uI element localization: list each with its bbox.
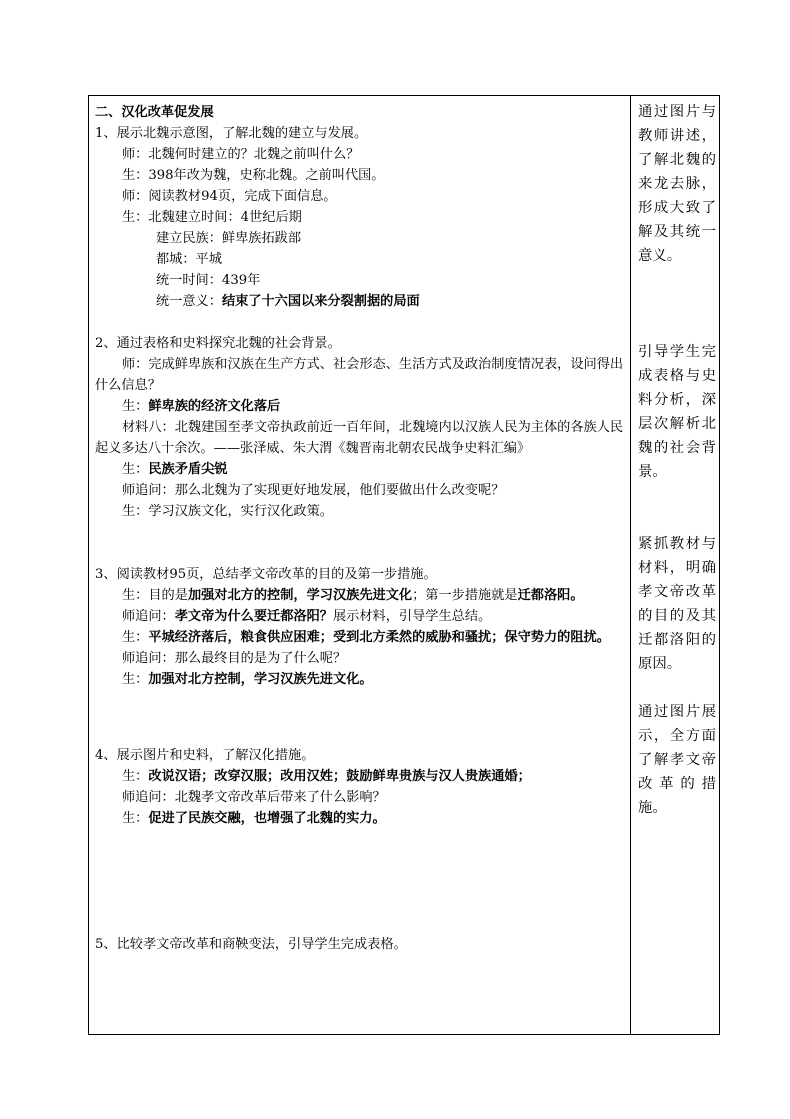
founding-nation: 建立民族：鲜卑族拓跋部 — [156, 231, 302, 246]
speaker-label: 生： — [122, 672, 149, 687]
student-answer: 生：398年改为魏，史称北魏。之前叫代国。 — [122, 168, 385, 183]
student-answer — [95, 808, 625, 829]
answer-text: 改说汉语；改穿汉服；改用汉姓；鼓励鲜卑贵族与汉人贵族通婚； — [148, 769, 531, 784]
teacher-question: 师追问：那么最终目的是为了什么呢？ — [122, 651, 347, 666]
speaker-label: 生： — [122, 811, 149, 826]
student-answer: 生：学习汉族文化，实行汉化政策。 — [122, 504, 333, 519]
capital: 都城：平城 — [156, 252, 222, 267]
answer-part: 迁都洛阳。 — [517, 588, 584, 603]
teacher-question: 师：北魏何时建立的？北魏之前叫什么？ — [122, 147, 360, 162]
speaker-label: 生： — [122, 630, 149, 645]
student-answer — [95, 627, 625, 648]
student-answer — [95, 396, 625, 417]
meaning-text: 结束了十六国以来分裂割据的局面 — [221, 294, 420, 309]
answer-text: 鲜卑族的经济文化落后 — [148, 399, 281, 414]
answer-part: ；第一步措施就是 — [412, 588, 518, 603]
student-answer — [95, 585, 625, 606]
speaker-label: 生： — [122, 769, 149, 784]
unification-time: 统一时间：439年 — [156, 273, 261, 288]
historical-material: 材料八：北魏建国至孝文帝执政前近一百年间，北魏境内以汉族人民为主体的各族人民起义多达八十余次。——张泽威、朱大渭《魏晋南北朝农民战争史料汇编》 — [95, 420, 624, 456]
founding-time: 北魏建立时间：4世纪后期 — [148, 210, 302, 225]
speaker-label: 生： — [122, 462, 149, 477]
process-column — [95, 102, 625, 955]
intent-column — [638, 100, 716, 820]
question-part: 孝文帝为什么要迁都洛阳？ — [174, 609, 333, 624]
student-answer — [95, 459, 625, 480]
teacher-question: 师：完成鲜卑族和汉族在生产方式、社会形态、生活方式及政治制度情况表，设问得出什么信息？ — [95, 357, 624, 393]
answer-part: 加强对北方的控制，学习汉族先进文化 — [187, 588, 413, 603]
speaker-label: 生： — [122, 399, 149, 414]
meaning-label: 统一意义： — [156, 294, 222, 309]
unification-meaning — [95, 291, 625, 312]
speaker-label: 生： — [122, 210, 149, 225]
student-answer — [95, 669, 625, 690]
teacher-instruction: 师：阅读教材94页，完成下面信息。 — [122, 189, 337, 204]
design-intent-note: 通过图片与教师讲述，了解北魏的来龙去脉，形成大致了解及其统一意义。 — [638, 104, 716, 264]
teacher-question: 师追问：那么北魏为了实现更好地发展，他们要做出什么改变呢？ — [122, 483, 505, 498]
step1-heading: 1、展示北魏示意图，了解北魏的建立与发展。 — [95, 126, 368, 141]
step2-heading: 2、通过表格和史料探究北魏的社会背景。 — [95, 336, 341, 351]
student-answer — [95, 207, 625, 228]
teacher-question — [95, 606, 625, 627]
column-divider — [630, 96, 631, 1034]
question-part: 展示材料，引导学生总结。 — [333, 609, 492, 624]
student-answer — [95, 766, 625, 787]
answer-text: 促进了民族交融，也增强了北魏的实力。 — [148, 811, 386, 826]
design-intent-note: 紧抓教材与材料，明确孝文帝改革的目的及其迁都洛阳的原因。 — [638, 536, 716, 672]
step5-heading: 5、比较孝文帝改革和商鞅变法，引导学生完成表格。 — [95, 937, 407, 952]
step3-heading: 3、阅读教材95页，总结孝文帝改革的目的及第一步措施。 — [95, 567, 437, 582]
lesson-table — [88, 95, 720, 1035]
teacher-question: 师追问：北魏孝文帝改革后带来了什么影响？ — [122, 790, 386, 805]
question-part: 师追问： — [122, 609, 175, 624]
answer-text: 民族矛盾尖锐 — [148, 462, 228, 477]
design-intent-note: 引导学生完成表格与史料分析，深层次解析北魏的社会背景。 — [638, 344, 716, 480]
step4-heading: 4、展示图片和史料，了解汉化措施。 — [95, 748, 315, 763]
answer-text: 加强对北方控制，学习汉族先进文化。 — [148, 672, 373, 687]
answer-part: 生：目的是 — [122, 588, 188, 603]
answer-text: 平城经济落后，粮食供应困难；受到北方柔然的威胁和骚扰；保守势力的阻扰。 — [148, 630, 610, 645]
design-intent-note: 通过图片展示，全方面了解孝文帝改革的措施。 — [638, 704, 716, 816]
section-title: 二、汉化改革促发展 — [95, 105, 214, 120]
